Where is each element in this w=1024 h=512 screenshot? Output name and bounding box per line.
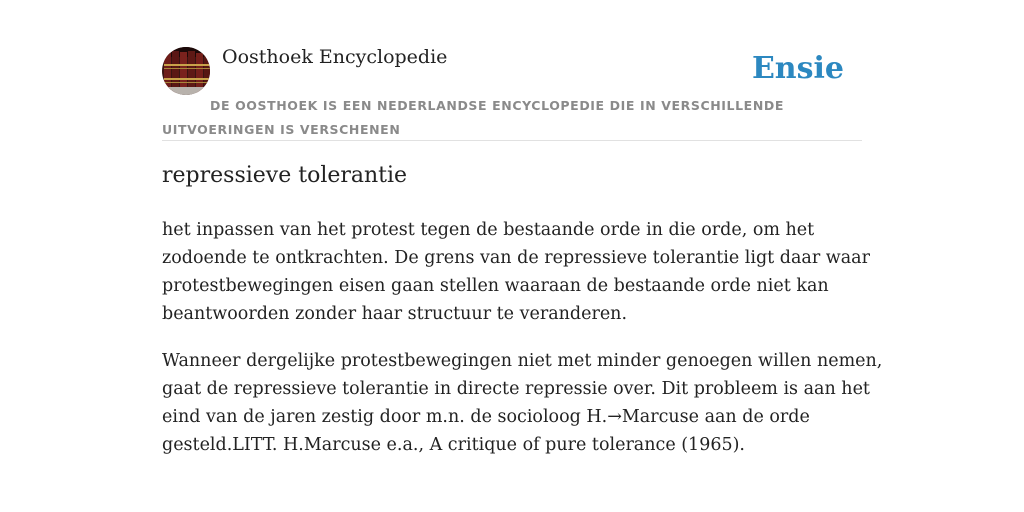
text-line: beantwoorden zonder haar structuur te veranderen.	[162, 304, 628, 324]
text-line: zodoende te ontkrachten. De grens van de repressieve tolerantie ligt daar waar	[162, 248, 870, 268]
article-title: repressieve tolerantie	[162, 163, 408, 188]
text-line: het inpassen van het protest tegen de bestaande orde in die orde, om het	[162, 220, 815, 240]
article-body	[162, 216, 883, 478]
book-spines-icon[interactable]	[162, 47, 210, 95]
text-line: Wanneer dergelijke protestbewegingen niet met minder genoegen willen nemen,	[162, 351, 883, 371]
source-tagline: DE OOSTHOEK IS EEN NEDERLANDSE ENCYCLOPEDIE DIE IN VERSCHILLENDE UITVOERINGEN IS VERSCHENEN	[162, 98, 784, 137]
article-paragraph	[162, 216, 870, 328]
brand-logo[interactable]: Ensie	[751, 51, 844, 86]
source-name-link[interactable]: Oosthoek Encyclopedie	[222, 46, 448, 68]
article-paragraph	[162, 347, 883, 459]
source-header	[162, 44, 862, 141]
text-line: gesteld.LITT. H.Marcuse e.a., A critique of pure tolerance (1965).	[162, 435, 745, 455]
text-line: eind van de jaren zestig door m.n. de socioloog H.→Marcuse aan de orde	[162, 407, 810, 427]
text-line: gaat de repressieve tolerantie in directe repressie over. Dit probleem is aan het	[162, 379, 870, 399]
text-line: protestbewegingen eisen gaan stellen waaraan de bestaande orde niet kan	[162, 276, 829, 296]
